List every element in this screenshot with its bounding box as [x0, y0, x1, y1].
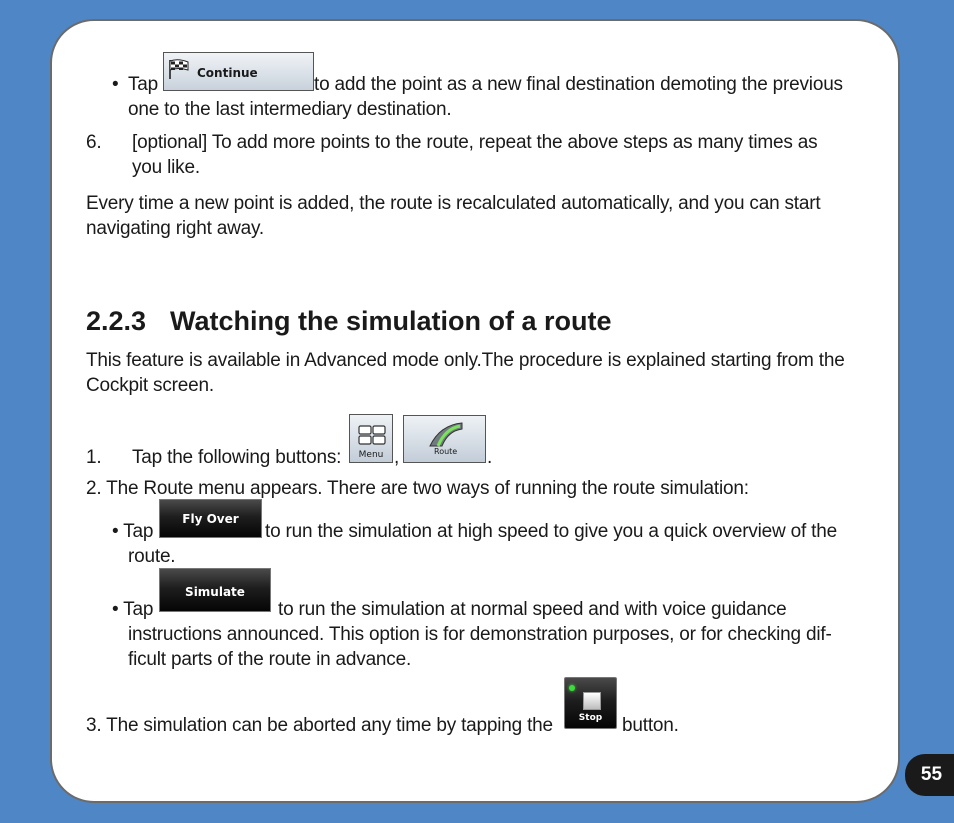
step1-text: Tap the following buttons:	[132, 447, 342, 468]
tap-text: • Tap	[112, 521, 154, 542]
stop-button-label: Stop	[578, 713, 603, 723]
simulate-button[interactable]	[159, 568, 271, 612]
route-button-label: Route	[434, 447, 458, 456]
continue-description: to add the point as a new final destination demoting the previous	[314, 74, 843, 95]
step-number: 1.	[86, 447, 102, 468]
tap-text: • Tap	[112, 599, 154, 620]
fly-over-button[interactable]	[159, 499, 262, 538]
step6-text: [optional] To add more points to the route, repeat the above steps as many times as	[132, 132, 818, 153]
status-led-icon	[569, 685, 575, 691]
step6-text-cont: you like.	[132, 157, 200, 178]
continue-description-cont: one to the last intermediary destination.	[128, 99, 452, 120]
continue-button-label: Continue	[197, 66, 258, 80]
bullet-marker: •	[112, 74, 119, 95]
recalc-paragraph-cont: navigating right away.	[86, 218, 264, 239]
simulate-description-cont: instructions announced. This option is for demonstration purposes, or for checking dif-	[128, 624, 832, 645]
menu-button-label: Menu	[358, 450, 384, 460]
intro-paragraph-cont: Cockpit screen.	[86, 375, 214, 396]
page-number-badge: 55	[905, 754, 954, 796]
fly-over-description: to run the simulation at high speed to give you a quick overview of the	[265, 521, 837, 542]
tap-text: Tap	[128, 74, 159, 95]
stop-button[interactable]	[564, 677, 617, 729]
step2-text: 2. The Route menu appears. There are two ways of running the route simulation:	[86, 478, 749, 499]
step-number: 6.	[86, 132, 102, 153]
continue-button[interactable]	[163, 52, 314, 91]
route-button[interactable]	[403, 415, 486, 463]
button-separator: ,	[394, 447, 400, 468]
fly-over-button-label: Fly Over	[182, 512, 239, 526]
fly-over-description-cont: route.	[128, 546, 176, 567]
intro-paragraph: This feature is available in Advanced mode only.The procedure is explained starting from the	[86, 350, 845, 371]
menu-button[interactable]	[349, 414, 393, 463]
section-heading	[86, 306, 612, 337]
recalc-paragraph: Every time a new point is added, the route is recalculated automatically, and you can start	[86, 193, 821, 214]
simulate-description: to run the simulation at normal speed and with voice guidance	[278, 599, 787, 620]
step3-text: 3. The simulation can be aborted any time by tapping the	[86, 715, 553, 736]
route-road-icon	[426, 421, 466, 447]
section-title: Watching the simulation of a route	[170, 306, 612, 336]
simulate-button-label: Simulate	[185, 585, 245, 599]
step3-end: button.	[622, 715, 679, 736]
simulate-description-end: ficult parts of the route in advance.	[128, 649, 412, 670]
section-number: 2.2.3	[86, 306, 147, 336]
menu-grid-icon	[358, 425, 386, 445]
stop-icon	[583, 692, 601, 710]
checkered-flag-icon	[168, 59, 190, 79]
step1-end: .	[487, 447, 493, 468]
